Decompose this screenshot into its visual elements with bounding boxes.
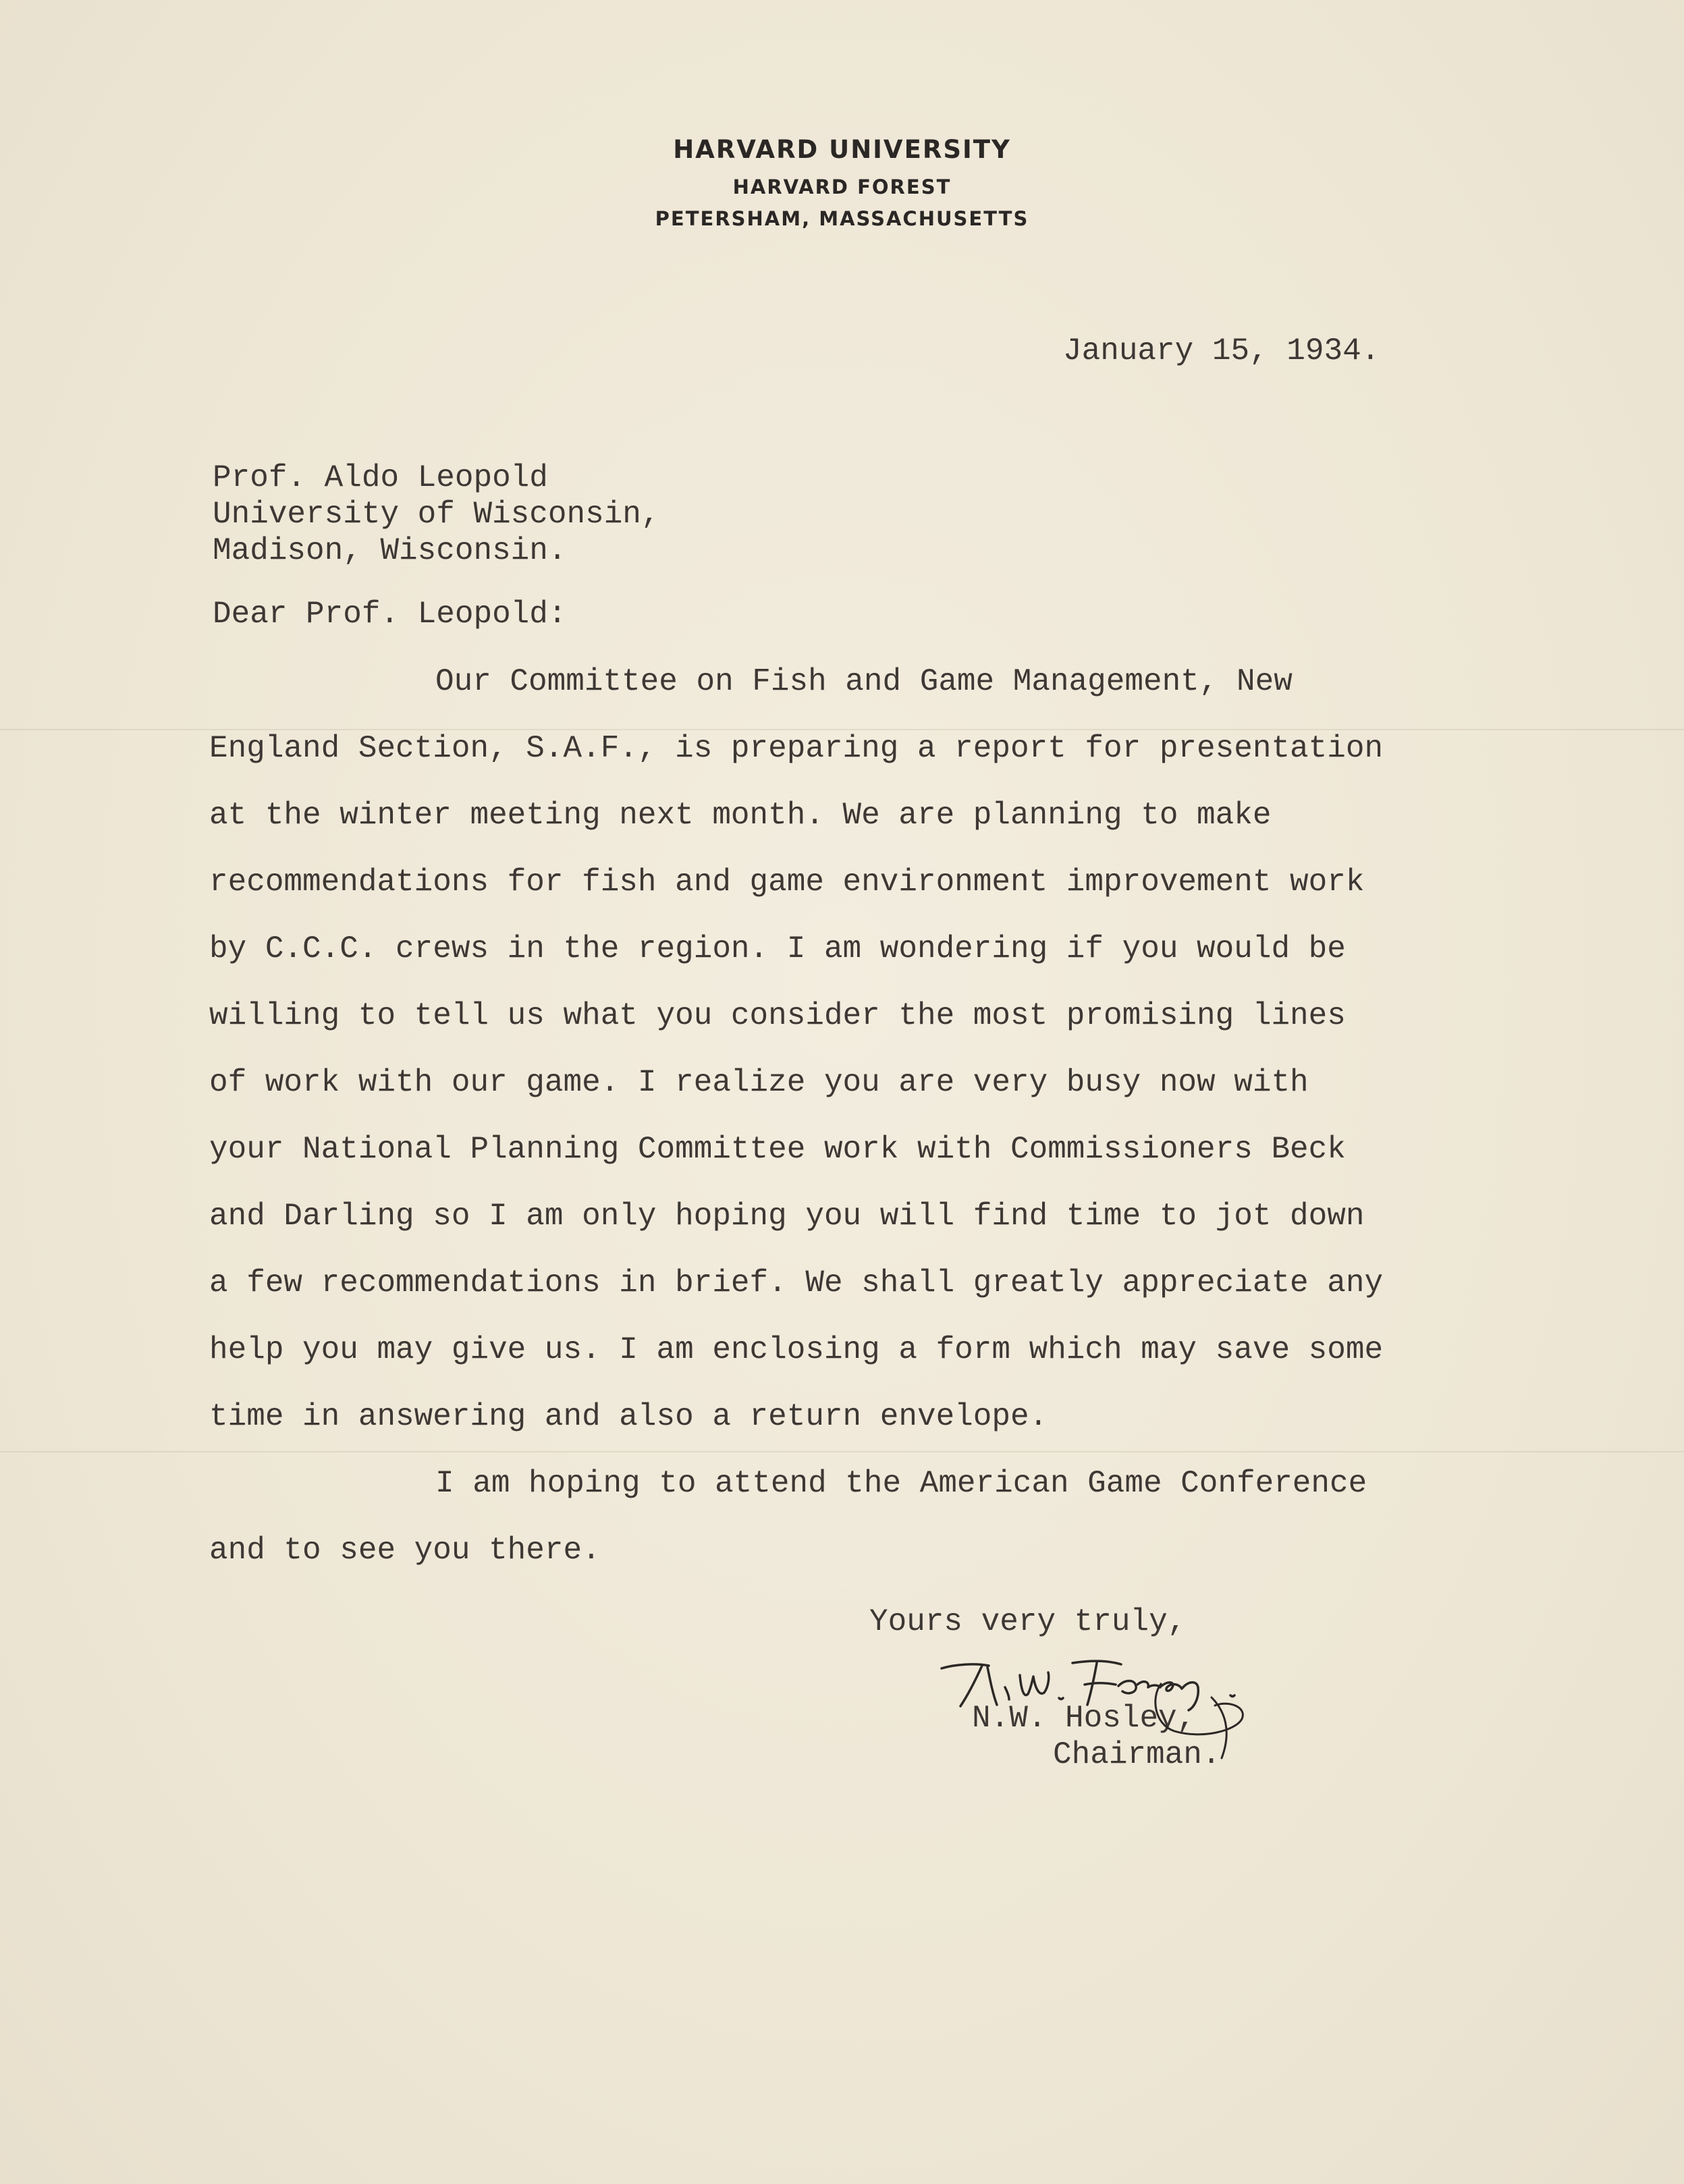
body-line: and Darling so I am only hoping you will find time to jot down <box>209 1199 1365 1234</box>
body-line: I am hoping to attend the American Game Conference <box>435 1466 1367 1501</box>
body-line: recommendations for fish and game environment improvement work <box>209 865 1365 900</box>
body-line: help you may give us. I am enclosing a form which may save some <box>209 1332 1384 1367</box>
letterhead-institution: HARVARD UNIVERSITY <box>673 135 1011 164</box>
body-line: at the winter meeting next month. We are planning to make <box>209 798 1272 833</box>
body-line: time in answering and also a return envelope. <box>209 1399 1048 1434</box>
body-line: Our Committee on Fish and Game Management, New <box>435 664 1293 699</box>
body-line: and to see you there. <box>209 1533 601 1568</box>
closing: Yours very truly, <box>869 1604 1187 1639</box>
letter-date: January 15, 1934. <box>1063 333 1380 368</box>
recipient-city: Madison, Wisconsin. <box>213 533 567 568</box>
body-line: England Section, S.A.F., is preparing a report for presentation <box>209 731 1384 766</box>
salutation: Dear Prof. Leopold: <box>213 597 567 632</box>
body-line: willing to tell us what you consider the most promising lines <box>209 998 1346 1033</box>
body-line: a few recommendations in brief. We shall greatly appreciate any <box>209 1265 1384 1301</box>
signer-title: Chairman. <box>1053 1737 1221 1772</box>
pen-loop-mark <box>1147 1677 1249 1765</box>
body-paragraph-1 <box>209 663 1525 1465</box>
letterhead-department: HARVARD FOREST <box>732 175 952 198</box>
recipient-institution: University of Wisconsin, <box>213 497 660 532</box>
body-paragraph-2 <box>209 1465 1525 1598</box>
letterhead-location: PETERSHAM, MASSACHUSETTS <box>655 207 1029 230</box>
body-line: of work with our game. I realize you are very busy now with <box>209 1065 1309 1100</box>
body-line: by C.C.C. crews in the region. I am wondering if you would be <box>209 931 1346 966</box>
body-line: your National Planning Committee work with Commissioners Beck <box>209 1132 1346 1167</box>
signer-name: N.W. Hosley, <box>972 1701 1196 1736</box>
recipient-name: Prof. Aldo Leopold <box>213 460 548 495</box>
